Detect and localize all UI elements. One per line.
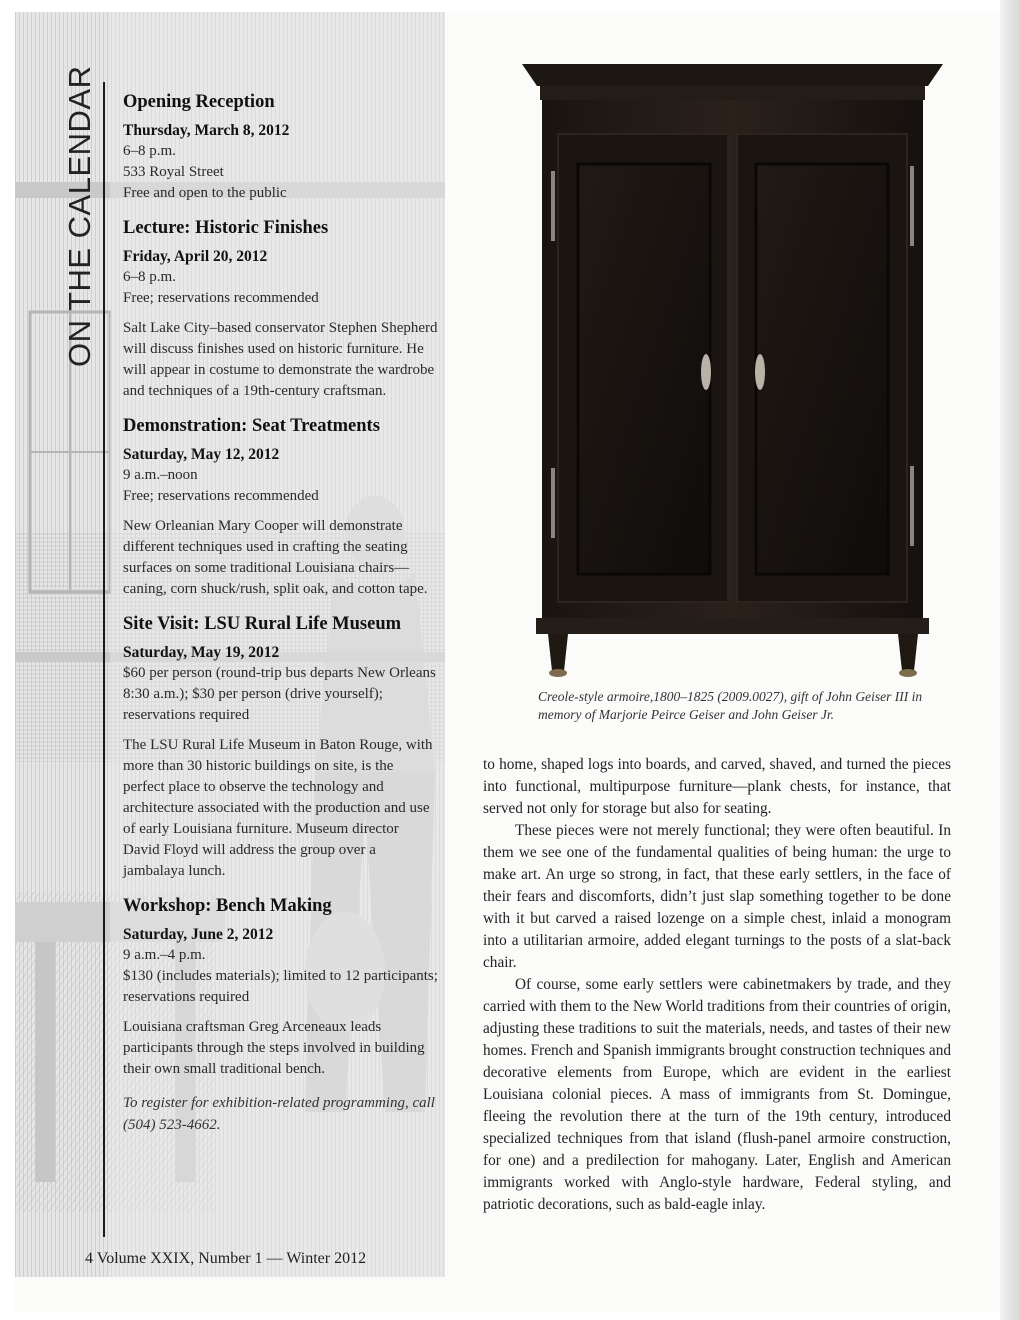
- event-opening-reception: [123, 90, 438, 204]
- event-time: 6–8 p.m.: [123, 143, 176, 159]
- event-pricing: $60 per person (round-trip bus departs New Orleans 8:30 a.m.); $30 per person (drive yourself); reservations required: [123, 665, 436, 723]
- event-title: Workshop: Bench Making: [123, 896, 332, 916]
- event-title: Opening Reception: [123, 92, 275, 112]
- event-workshop-bench-making: [123, 894, 438, 1080]
- event-description: The LSU Rural Life Museum in Baton Rouge, with more than 30 historic buildings on site, is the perfect place to observe the technology and architecture associated with the production and use of early Louisiana furniture. Museum director David Floyd will address the group over a jambalaya lunch.: [123, 737, 433, 879]
- armoire-photo: [520, 56, 945, 678]
- event-date: Saturday, May 19, 2012: [123, 644, 280, 661]
- registration-note: To register for exhibition-related programming, call (504) 523-4662.: [123, 1095, 435, 1133]
- event-time: 9 a.m.–noon: [123, 467, 198, 483]
- event-title: Site Visit: LSU Rural Life Museum: [123, 614, 402, 634]
- event-date: Saturday, May 12, 2012: [123, 446, 280, 463]
- page-gutter-shadow: [1000, 0, 1020, 1320]
- event-date: Thursday, March 8, 2012: [123, 122, 290, 139]
- event-description: Louisiana craftsman Greg Arceneaux leads participants through the steps involved in building their own small traditional bench.: [123, 1019, 425, 1077]
- event-description: New Orleanian Mary Cooper will demonstrate different techniques used in crafting the seating surfaces on some traditional Louisiana chairs—caning, corn shuck/rush, split oak, and cotton tape.: [123, 518, 428, 597]
- page-footer: 4 Volume XXIX, Number 1 — Winter 2012: [85, 1250, 367, 1267]
- event-admission: Free; reservations recommended: [123, 488, 319, 504]
- sidebar-title: ON THE CALENDAR: [62, 65, 97, 367]
- event-time: 6–8 p.m.: [123, 269, 176, 285]
- event-admission: Free and open to the public: [123, 185, 287, 201]
- event-title: Lecture: Historic Finishes: [123, 218, 329, 238]
- event-title: Demonstration: Seat Treatments: [123, 416, 380, 436]
- event-admission: Free; reservations recommended: [123, 290, 319, 306]
- events-list: [123, 90, 438, 1136]
- article-body: [483, 754, 951, 1216]
- sidebar-divider-rule: [103, 82, 105, 1237]
- event-date: Saturday, June 2, 2012: [123, 926, 274, 943]
- event-site-visit-rural-life-museum: [123, 612, 438, 882]
- event-lecture-historic-finishes: [123, 216, 438, 402]
- article-paragraph: These pieces were not merely functional; they were often beautiful. In them we see one of the fundamental qualities of being human: the urge to make art. An urge so strong, in fact, that these early settlers, in the face of their fears and discomforts, didn’t just slap something together to be done with it but carved a raised lozenge on a simple chest, inlaid a monogram into a utilitarian armoire, added elegant turnings to the posts of a slat-back chair.: [483, 822, 951, 971]
- event-pricing: $130 (includes materials); limited to 12 participants; reservations required: [123, 968, 438, 1005]
- article-paragraph: to home, shaped logs into boards, and carved, shaved, and turned the pieces into functional, multipurpose furniture—plank chests, for instance, that served not only for storage but also for seating.: [483, 756, 951, 817]
- photo-caption: Creole-style armoire,1800–1825 (2009.0027), gift of John Geiser III in memory of Marjorie Peirce Geiser and John Geiser Jr.: [538, 689, 923, 722]
- event-date: Friday, April 20, 2012: [123, 248, 268, 265]
- event-description: Salt Lake City–based conservator Stephen Shepherd will discuss finishes used on historic furniture. He will appear in costume to demonstrate the wardrobe and techniques of a 19th-century craftsman.: [123, 320, 438, 399]
- article-paragraph: Of course, some early settlers were cabinetmakers by trade, and they carried with them to the New World traditions from their countries of origin, adjusting these traditions to suit the materials, needs, and tastes of their new homes. French and Spanish immigrants brought construction techniques and decorative elements from Europe, which are evident in the earliest Louisiana colonial pieces. A mass of immigrants from St. Domingue, fleeing the revolution there at the turn of the 19th century, introduced specialized techniques from that island (flush-panel armoire construction, for one) and a predilection for mahogany. Later, English and American immigrants worked with Anglo-style hardware, Federal styling, and patriotic decorations, such as bald-eagle inlay.: [483, 976, 951, 1213]
- event-demonstration-seat-treatments: [123, 414, 438, 600]
- event-location: 533 Royal Street: [123, 164, 224, 180]
- event-time: 9 a.m.–4 p.m.: [123, 947, 206, 963]
